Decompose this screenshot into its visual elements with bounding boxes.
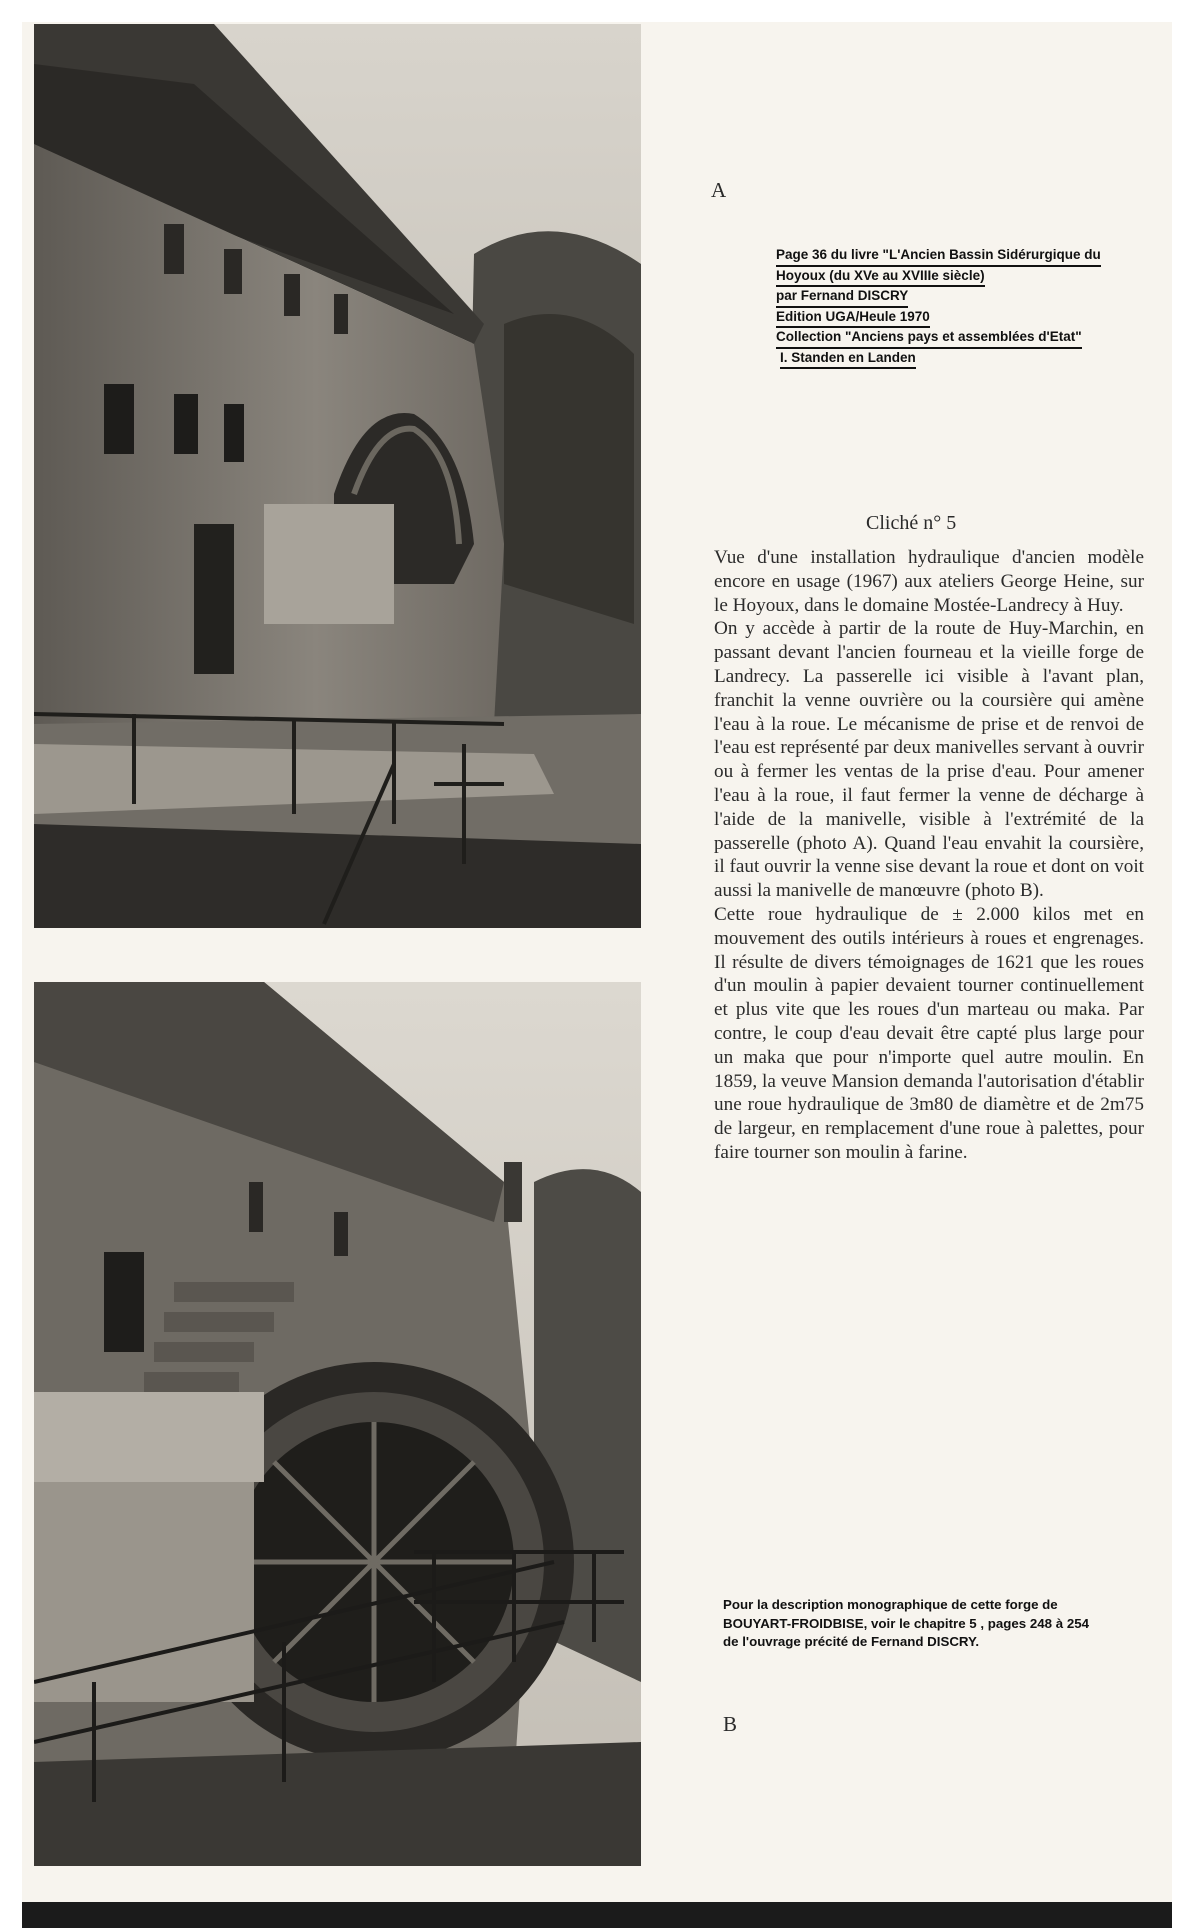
source-line: Collection "Anciens pays et assemblées d'Etat" bbox=[776, 328, 1082, 349]
scan-edge-strip bbox=[22, 1902, 1172, 1928]
photo-b-water-wheel bbox=[34, 982, 641, 1866]
photo-a-illustration bbox=[34, 24, 641, 928]
source-line: Hoyoux (du XVe au XVIIIe siècle) bbox=[776, 267, 985, 288]
source-line: I. Standen en Landen bbox=[780, 349, 916, 370]
caption-paragraph: Vue d'une installation hydraulique d'ancien modèle encore en usage (1967) aux ateliers George Heine, sur le Hoyoux, dans le domaine Mostée-Landrecy à Huy. bbox=[714, 547, 1144, 616]
source-line: par Fernand DISCRY bbox=[776, 287, 908, 308]
caption-paragraph: Cette roue hydraulique de ± 2.000 kilos met en mouvement des outils intérieurs à roues et engrenages. Il résulte de divers témoignages de 1621 que les roues d'un moulin à papier devaient tourner continuellement et plus vite que les roues d'un marteau ou maka. Par contre, le coup d'eau devait être capté plus large pour un maka que pour n'importe quel autre moulin. En 1859, la veuve Mansion demanda l'autorisation d'établir une roue hydraulique de 3m80 de diamètre et de 2m75 de largeur, en remplacement d'une roue à palettes, pour faire tourner son moulin à farine. bbox=[714, 903, 1144, 1163]
note-line: Pour la description monographique de cette forge de bbox=[723, 1597, 1058, 1612]
note-line: BOUYART-FROIDBISE, voir le chapitre 5 , pages 248 à 254 bbox=[723, 1615, 1090, 1631]
monograph-note bbox=[723, 1596, 1173, 1652]
caption-title: Cliché n° 5 bbox=[866, 512, 957, 534]
source-reference bbox=[776, 246, 1101, 369]
source-line: Page 36 du livre "L'Ancien Bassin Sidérurgique du bbox=[776, 246, 1101, 267]
note-line: de l'ouvrage précité de Fernand DISCRY. bbox=[723, 1634, 980, 1649]
photo-a-mill-building bbox=[34, 24, 641, 928]
photo-a-label: A bbox=[711, 178, 727, 202]
photo-b-label: B bbox=[723, 1712, 738, 1736]
source-line: Edition UGA/Heule 1970 bbox=[776, 308, 930, 329]
caption-paragraph: On y accède à partir de la route de Huy-Marchin, en passant devant l'ancien fourneau et la vieille forge de Landrecy. La passerelle ici visible à l'avant plan, franchit la venne ouvrière ou la coursière qui amène l'eau à la roue. Le mécanisme de prise et de renvoi de l'eau est représenté par deux manivelles servant à ouvrir ou à fermer les ventas de la prise d'eau. Pour amener l'eau à la roue, il faut fermer la venne de décharge à l'aide de la manivelle, visible à l'extrémité de la passerelle (photo A). Quand l'eau envahit la coursière, il faut ouvrir la venne sise devant la roue et dont on voit aussi la manivelle de manœuvre (photo B). bbox=[714, 618, 1144, 902]
caption-body bbox=[714, 546, 1144, 1165]
photo-b-illustration bbox=[34, 982, 641, 1866]
